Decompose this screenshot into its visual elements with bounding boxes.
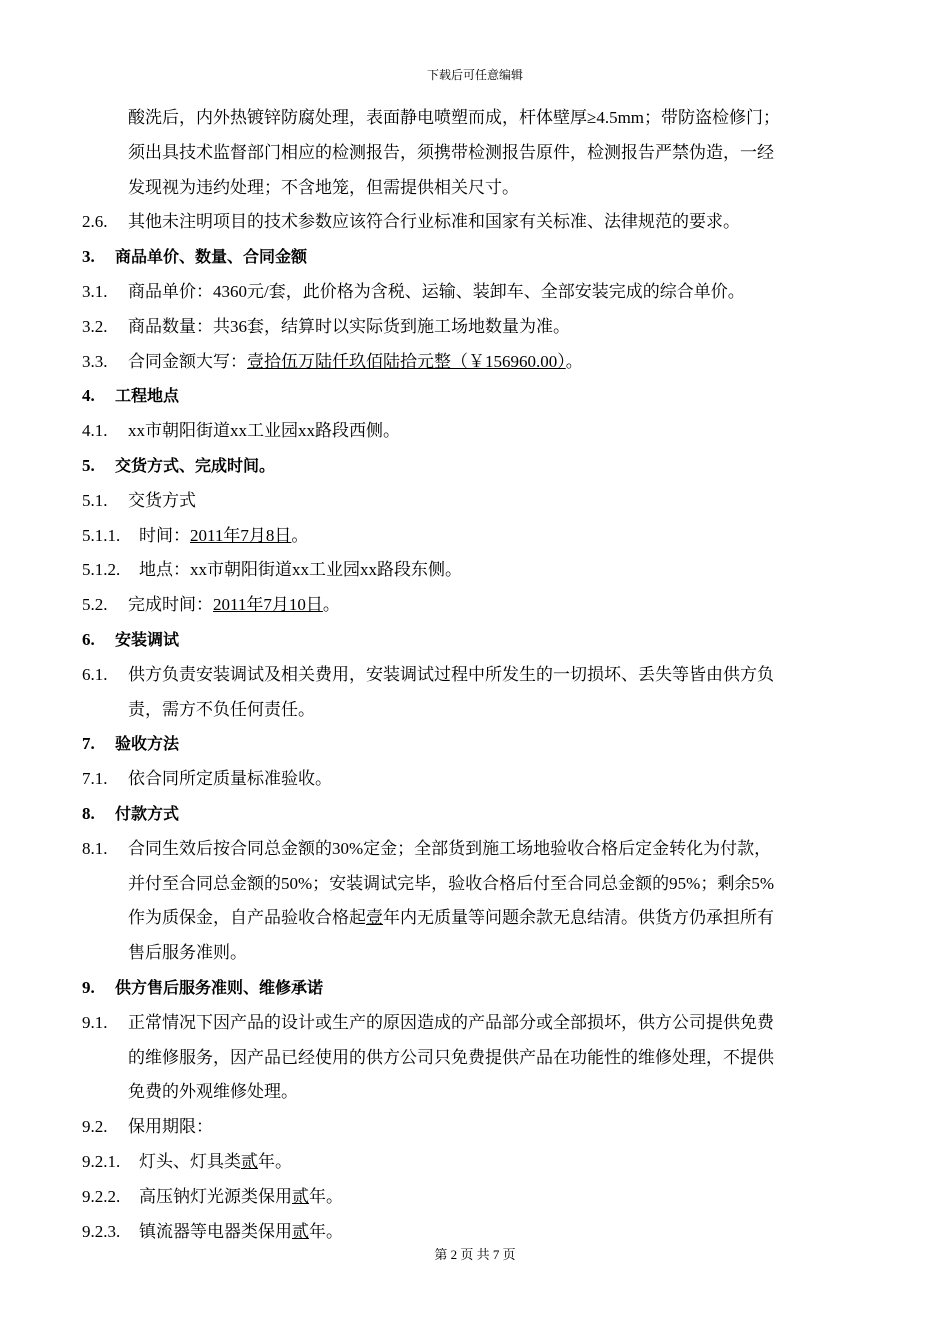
clause-number: 9.2.2. (82, 1186, 121, 1206)
page-footer: 第 2 页 共 7 页 (434, 1247, 516, 1262)
clause-7-1 (82, 762, 882, 797)
paragraph-line: 发现视为违约处理；不含地笼，但需提供相关尺寸。 (128, 177, 519, 197)
paragraph-line: 免费的外观维修处理。 (128, 1082, 298, 1102)
section-number: 6. (82, 629, 95, 649)
clause-text: 商品单价：4360元/套，此价格为含税、运输、装卸车、全部安装完成的综合单价。 (128, 281, 745, 301)
clause-number: 5.1. (82, 490, 108, 510)
section-title: 安装调试 (115, 629, 180, 649)
section-title: 交货方式、完成时间。 (115, 455, 276, 475)
section-title: 付款方式 (115, 803, 180, 823)
clause-5-1-1 (82, 519, 882, 554)
paragraph-line: 的维修服务，因产品已经使用的供方公司只免费提供产品在功能性的维修处理，不提供 (128, 1047, 774, 1067)
clause-text: 时间：2011年7月8日。 (139, 525, 309, 545)
clause-number: 2.6. (82, 212, 108, 232)
clause-text: 高压钠灯光源类保用贰年。 (139, 1186, 343, 1206)
section-heading-6 (82, 623, 882, 658)
clause-number: 9.1. (82, 1012, 108, 1032)
section-heading-3 (82, 240, 882, 275)
clause-number: 5.1.1. (82, 525, 121, 545)
section-heading-4 (82, 379, 882, 414)
section-title: 工程地点 (115, 386, 180, 406)
completion-date: 2011年7月10日 (213, 595, 323, 615)
clause-number: 7.1. (82, 769, 108, 789)
clause-number: 4.1. (82, 421, 108, 441)
clause-number: 8.1. (82, 838, 108, 858)
clause-text: 其他未注明项目的技术参数应该符合行业标准和国家有关标准、法律规范的要求。 (128, 212, 740, 232)
clause-number: 3.2. (82, 316, 108, 336)
clause-9-1 (82, 1006, 882, 1041)
clause-9-2-1 (82, 1145, 882, 1180)
clause-text: 镇流器等电器类保用贰年。 (139, 1221, 343, 1241)
section-heading-5 (82, 449, 882, 484)
document-body (82, 101, 882, 1249)
clause-5-1-2 (82, 553, 882, 588)
paragraph-line: 酸洗后，内外热镀锌防腐处理，表面静电喷塑而成，杆体壁厚≥4.5mm；带防盗检修门； (128, 108, 781, 127)
clause-text: 完成时间：2011年7月10日。 (128, 595, 340, 615)
clause-text: 交货方式 (128, 490, 196, 510)
clause-9-2 (82, 1110, 882, 1145)
clause-text: 保用期限： (128, 1117, 213, 1137)
section-number: 4. (82, 386, 95, 406)
clause-number: 3.3. (82, 351, 108, 371)
section-title: 商品单价、数量、合同金额 (115, 247, 308, 267)
paragraph-line: 售后服务准则。 (128, 943, 247, 963)
paragraph-line: 须出具技术监督部门相应的检测报告，须携带检测报告原件，检测报告严禁伪造，一经 (128, 142, 774, 162)
clause-text: 供方负责安装调试及相关费用，安装调试过程中所发生的一切损坏、丢失等皆由供方负 (128, 664, 774, 684)
page-header: 下载后可任意编辑 (426, 68, 523, 82)
section-heading-7 (82, 727, 882, 762)
paragraph-line: 并付至合同总金额的50%；安装调试完毕，验收合格后付至合同总金额的95%；剩余5% (128, 873, 774, 893)
clause-text: 依合同所定质量标准验收。 (128, 769, 332, 789)
clause-text: 合同金额大写：壹拾伍万陆仟玖佰陆拾元整（￥156960.00）。 (128, 351, 583, 371)
section-number: 5. (82, 455, 95, 475)
section-heading-8 (82, 797, 882, 832)
clause-number: 9.2.3. (82, 1221, 121, 1241)
clause-number: 9.2. (82, 1117, 108, 1137)
section-number: 3. (82, 247, 95, 267)
paragraph-line: 责，需方不负任何责任。 (128, 699, 315, 719)
clause-3-1 (82, 275, 882, 310)
section-title: 供方售后服务准则、维修承诺 (115, 977, 324, 997)
paragraph-line: 作为质保金，自产品验收合格起壹年内无质量等问题余款无息结清。供货方仍承担所有 (128, 908, 774, 928)
section-heading-9 (82, 971, 882, 1006)
clause-6-1 (82, 658, 882, 693)
clause-number: 6.1. (82, 664, 108, 684)
clause-5-2 (82, 588, 882, 623)
clause-5-1 (82, 484, 882, 519)
clause-text: 合同生效后按合同总金额的30%定金；全部货到施工场地验收合格后定金转化为付款， (128, 838, 772, 858)
clause-text: 地点：xx市朝阳街道xx工业园xx路段东侧。 (139, 560, 462, 580)
section-number: 8. (82, 803, 95, 823)
clause-8-1 (82, 832, 882, 867)
section-number: 9. (82, 977, 95, 997)
clause-3-2 (82, 310, 882, 345)
clause-text: xx市朝阳街道xx工业园xx路段西侧。 (128, 421, 400, 441)
clause-number: 5.2. (82, 595, 108, 615)
clause-number: 5.1.2. (82, 560, 121, 580)
clause-text: 正常情况下因产品的设计或生产的原因造成的产品部分或全部损坏，供方公司提供免费 (128, 1012, 774, 1032)
clause-number: 3.1. (82, 281, 108, 301)
section-title: 验收方法 (115, 734, 180, 754)
contract-amount: 壹拾伍万陆仟玖佰陆拾元整（￥156960.00） (247, 351, 566, 371)
clause-text: 灯头、灯具类贰年。 (139, 1151, 292, 1171)
clause-2-6 (82, 205, 882, 240)
section-number: 7. (82, 734, 95, 754)
clause-number: 9.2.1. (82, 1151, 121, 1171)
clause-3-3 (82, 345, 882, 380)
clause-text: 商品数量：共36套，结算时以实际货到施工场地数量为准。 (128, 316, 570, 336)
clause-4-1 (82, 414, 882, 449)
delivery-date: 2011年7月8日 (190, 525, 292, 545)
clause-9-2-2 (82, 1180, 882, 1215)
clause-9-2-3 (82, 1215, 882, 1250)
